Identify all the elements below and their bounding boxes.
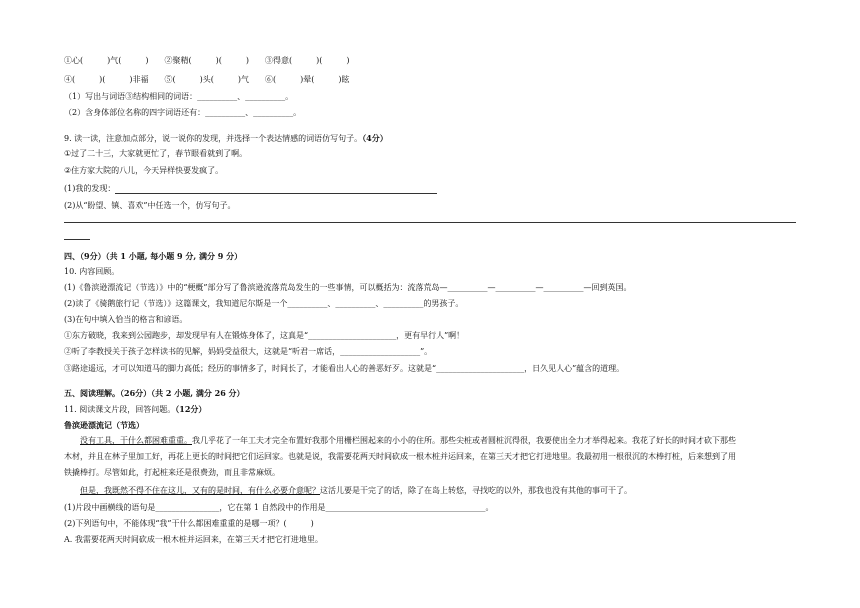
q11-title [64,404,206,415]
q10-item-3a: ①东方破晓，我来到公园跑步，却发现早有人在锻炼身体了，这真是“______________________，更有早行人”啊！ [64,331,465,340]
q9-finding [64,184,437,194]
q9-prompt [64,133,388,144]
q10-item-2: (2)读了《骑鹅旅行记（节选）》这篇课文，我知道尼尔斯是一个__________、__________、__________的男孩子。 [64,299,464,308]
q9-finding-label: (1)我的发现： [64,184,116,193]
section-4-title: 四、（9分）（共 1 小题, 每小题 9 分, 满分 9 分） [64,251,243,261]
q9-sentence-1: ①过了二十三，大家就更忙了，春节眼看就到了啊。 [64,149,248,158]
passage-p1-line1 [80,436,736,446]
q9-task: (2)从“盼望、镇、喜欢”中任选一个，仿写句子。 [64,201,236,210]
q9-sentence-2: ②住方家大院的八儿，今天异样快要发疯了。 [64,166,224,175]
answer-line-short[interactable] [64,239,90,240]
passage-p1-line3: 铁撬棒打。尽管如此，打起桩来还是很费劲，而且非常麻烦。 [64,468,280,477]
q11-score: （12分） [175,404,207,414]
q10-item-3: (3)在句中填入恰当的格言和谚语。 [64,315,188,324]
answer-line-long[interactable] [64,222,796,223]
passage-p1-text-a: 我几乎花了一年工夫才完全布置好我那个用栅栏围起来的小小的住所。那些尖桩或者圆桩沉得很，我要使出全力才举得起来。我花了好长的时间才砍下那些 [192,436,736,445]
q10-item-3c: ③路途遥远，才可以知道马的脚力高低；经历的事情多了，时间长了，才能看出人心的善恶好歹。这就是“______________________，日久见人心”蕴含的道理。 [64,364,625,373]
q10-title: 10. 内容回顾。 [64,267,120,276]
q10-item-1: (1)《鲁滨逊漂流记（节选）》中的“梗概”部分写了鲁滨逊流落荒岛发生的一些事情，可以概括为：流落荒岛—__________—__________—__________—回到英国。 [64,283,632,292]
section-5-title: 五、阅读理解。（26分）（共 2 小题, 满分 26 分） [64,388,245,398]
passage-p2-underlined: 但是，我既然不得不住在这儿，又有的是时间，有什么必要介意呢？ [80,486,320,495]
q9-finding-answer-line[interactable] [115,185,437,194]
q10-item-3b: ②听了李教授关于孩子怎样读书的见解，妈妈受益很大，这就是“听君一席话，____________________”。 [64,347,433,356]
q8-row-2: ④( )( )非福 ⑤( )头( )气 ⑥( )晕( )眩 [64,75,350,84]
q11-sub-2: (2)下列语句中，不能体现“我”干什么都困难重重的是哪一项？( ) [64,519,314,528]
passage-title: 鲁滨逊漂流记（节选） [64,420,144,430]
q11-option-a[interactable]: A. 我需要花两天时间砍成一根木桩并运回来，在第三天才把它打进地里。 [64,535,323,544]
q11-text: 11. 阅读课文片段，回答问题。 [64,405,176,414]
q11-sub-1: (1)片段中画横线的语句是________________，它在第 1 自然段中的作用是________________________________________。 [64,503,494,512]
q9-score: （4分） [362,133,388,143]
q9-prompt-text: 9. 读一读，注意加点部分，说一说你的发现，并选择一个表达情感的词语仿写句子。 [64,134,363,143]
passage-p2-text: 这活儿要是干完了的话，除了在岛上转悠，寻找吃的以外，那我也没有其他的事可干了。 [320,486,632,495]
q8-sub-2: （2）含身体部位名称的四字词语还有：__________、__________。 [64,108,302,117]
passage-p2 [80,486,632,496]
q8-sub-1: （1）写出与词语③结构相同的词语：__________、__________。 [64,92,294,101]
passage-p1-line2: 木材，并且在林子里加工好，再花上更长的时间把它们运回家。也就是说，我需要花两天时间砍成一根木桩并运回来，在第三天才把它打进地里。我最初用一根很沉的木棒打桩，后来想到了用 [64,452,736,461]
passage-underlined-sentence: 没有工具，干什么都困难重重。 [80,436,192,445]
q8-row-1: ①心( )气( ) ②聚精( )( ) ③得意( )( ) [64,56,350,65]
